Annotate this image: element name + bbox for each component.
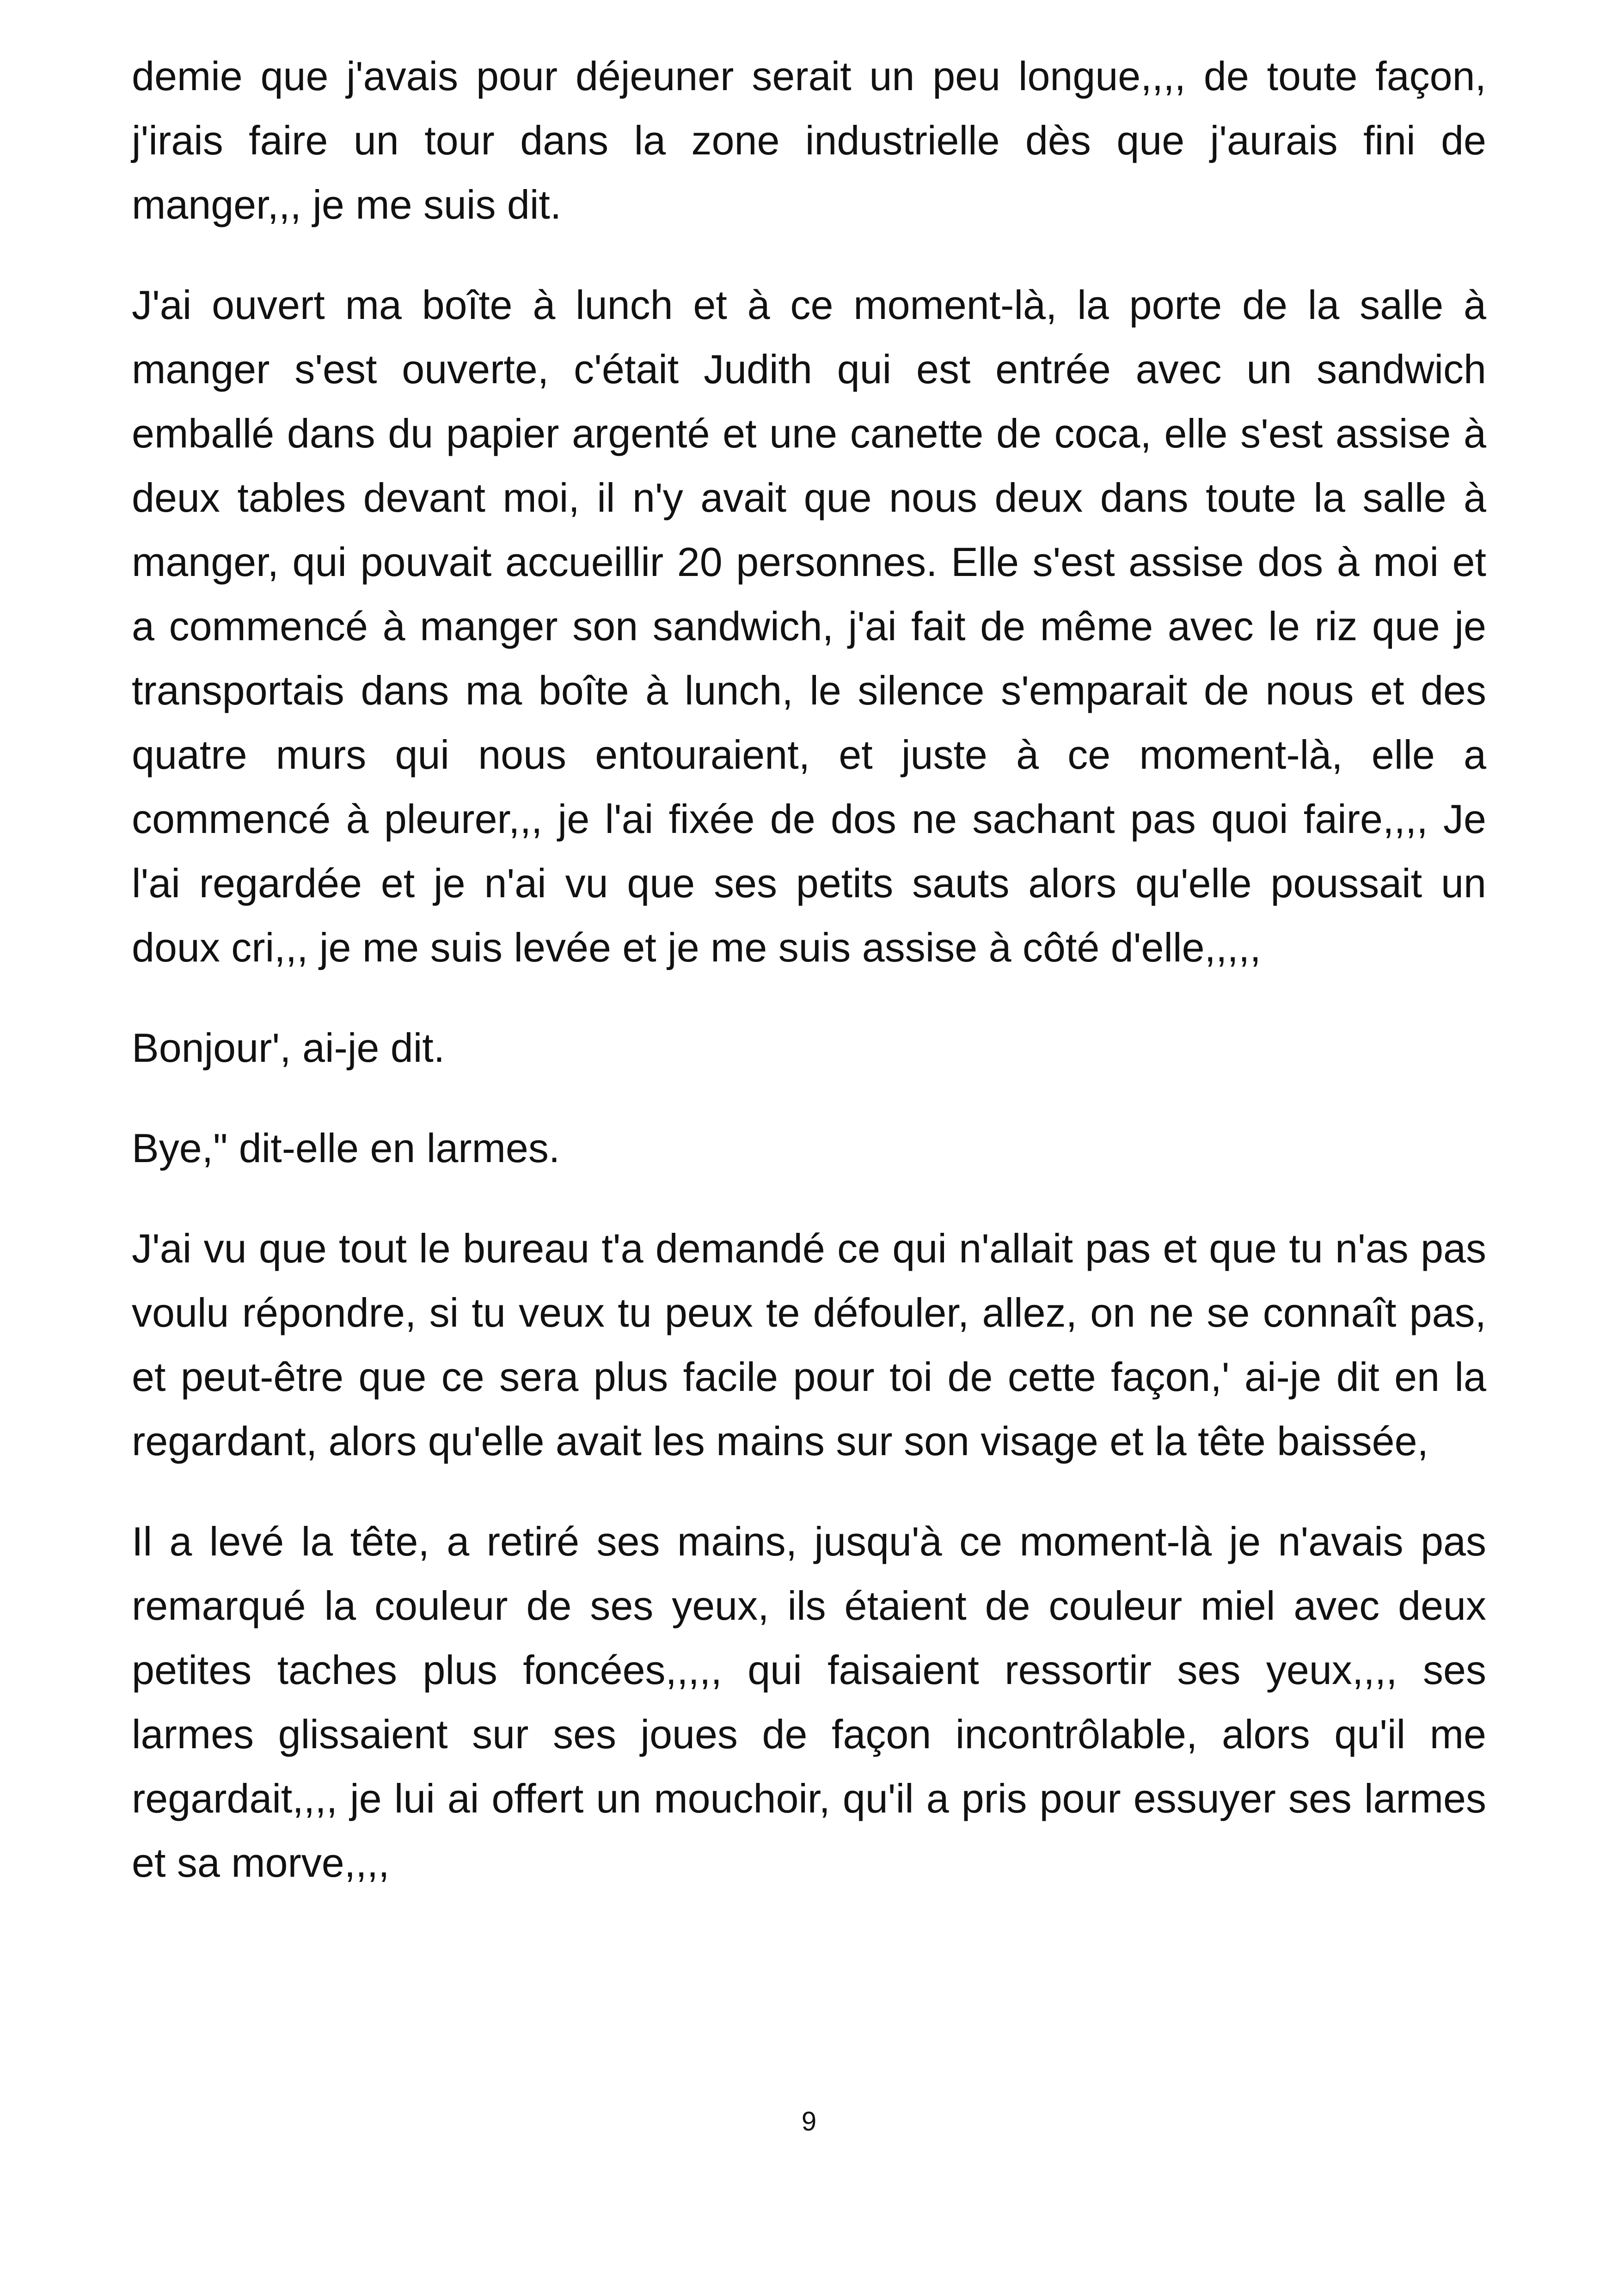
page-number: 9 xyxy=(801,2106,817,2137)
paragraph: Bonjour', ai-je dit. xyxy=(132,1025,445,1071)
paragraph: Bye," dit-elle en larmes. xyxy=(132,1125,560,1171)
body-text xyxy=(132,44,1486,1931)
paragraph: Il a levé la tête, a retiré ses mains, jusqu'à ce moment-là je n'avais pas remarqué la couleur de ses yeux, ils étaient de couleur miel avec deux petites taches plus foncées,,,,, qui faisaient ressortir ses yeux,,,, ses larmes glissaient sur ses joues de façon incontrôlable, alors qu'il me regardait,,,, je lui ai offert un mouchoir, qu'il a pris pour essuyer ses larmes et sa morve,,,, xyxy=(132,1518,1486,1886)
paragraph: J'ai vu que tout le bureau t'a demandé ce qui n'allait pas et que tu n'as pas voulu répondre, si tu veux tu peux te défouler, allez, on ne se connaît pas, et peut-être que ce sera plus facile pour toi de cette façon,' ai-je dit en la regardant, alors qu'elle avait les mains sur son visage et la tête baissée, xyxy=(132,1225,1486,1464)
paragraph: J'ai ouvert ma boîte à lunch et à ce moment-là, la porte de la salle à manger s'est ouverte, c'était Judith qui est entrée avec un sandwich emballé dans du papier argenté et une canette de coca, elle s'est assise à deux tables devant moi, il n'y avait que nous deux dans toute la salle à manger, qui pouvait accueillir 20 personnes. Elle s'est assise dos à moi et a commencé à manger son sandwich, j'ai fait de même avec le riz que je transportais dans ma boîte à lunch, le silence s'emparait de nous et des quatre murs qui nous entouraient, et juste à ce moment-là, elle a commencé à pleurer,,, je l'ai fixée de dos ne sachant pas quoi faire,,,, Je l'ai regardée et je n'ai vu que ses petits sauts alors qu'elle poussait un doux cri,,, je me suis levée et je me suis assise à côté d'elle,,,,, xyxy=(132,282,1486,970)
paragraph: demie que j'avais pour déjeuner serait un peu longue,,,, de toute façon, j'irais faire un tour dans la zone industrielle dès que j'aurais fini de manger,,, je me suis dit. xyxy=(132,53,1486,227)
